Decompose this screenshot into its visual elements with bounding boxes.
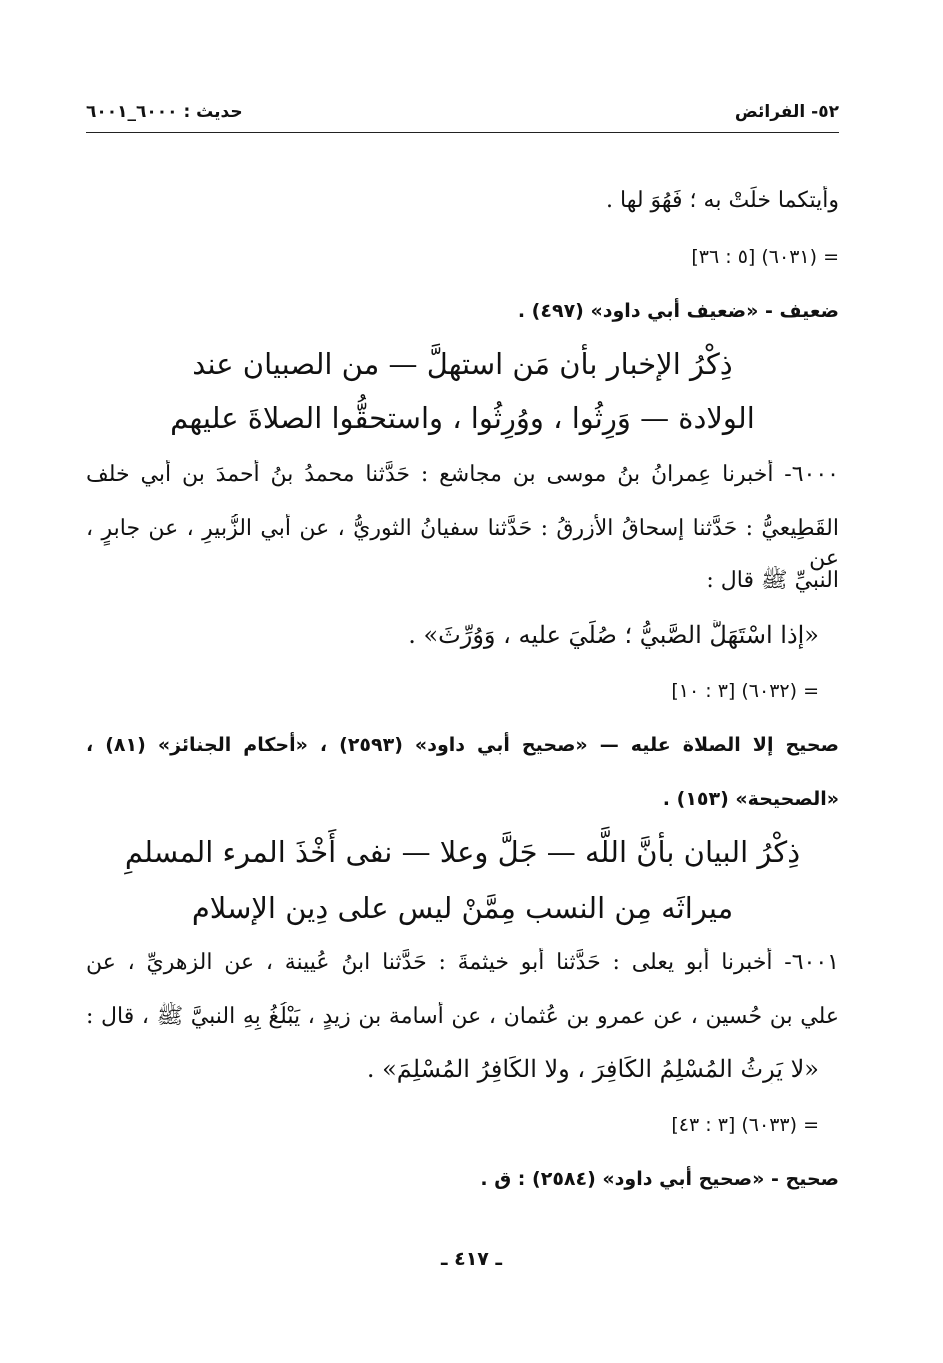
grading-note: ضعيف - «ضعيف أبي داود» (٤٩٧) . bbox=[517, 300, 839, 322]
text-line: وأيتكما خلَتْ به ؛ فَهُوَ لها . bbox=[606, 188, 839, 213]
hadith-isnad-line: ٦٠٠١- أخبرنا أبو يعلى : حَدَّثنا أبو خيثمةَ : حَدَّثنا ابنُ عُيينة ، عن الزهريِّ ، عن bbox=[86, 950, 839, 975]
hadith-isnad-line: علي بن حُسين ، عن عمرو بن عُثمان ، عن أُسامة بن زيدٍ ، يَبْلُغُ بِهِ النبيَّ ﷺ ، قال : bbox=[86, 1004, 839, 1029]
cross-reference: = (٦٠٣٣) [٣ : ٤٣] bbox=[671, 1114, 819, 1136]
grading-note: صحيح - «صحيح أبي داود» (٢٥٨٤) : ق . bbox=[480, 1168, 839, 1190]
chapter-title: ٥٢- الفرائض bbox=[734, 102, 839, 122]
hadith-isnad-line: القَطِيعيُّ : حَدَّثنا إسحاقُ الأزرقُ : حَدَّثنا سفيانُ الثوريُّ ، عن أبي الزُّبيرِ ، عن جابرٍ ، عن bbox=[86, 516, 839, 571]
grading-note: صحيح إلا الصلاة عليه — «صحيح أبي داود» (٢٥٩٣) ، «أحكام الجنائز» (٨١) ، bbox=[86, 734, 839, 756]
grading-note: «الصحيحة» (١٥٣) . bbox=[662, 788, 839, 810]
section-heading: الولادة — وَرِثُوا ، ووُرِثُوا ، واستحقُّوا الصلاةَ عليهم bbox=[170, 401, 755, 435]
cross-reference: = (٦٠٣٢) [٣ : ١٠] bbox=[671, 680, 819, 702]
hadith-matn: «لا يَرِثُ المُسْلِمُ الكَافِرَ ، ولا الكَافِرُ المُسْلِمَ» . bbox=[366, 1055, 819, 1083]
hadith-range: حديث : ٦٠٠٠_٦٠٠١ bbox=[86, 102, 243, 122]
hadith-isnad-line: ٦٠٠٠- أخبرنا عِمرانُ بنُ موسى بن مجاشع : حَدَّثنا محمدُ بنُ أحمدَ بن أبي خلف bbox=[86, 462, 839, 487]
section-heading: ذِكْرُ الإخبار بأن مَن استهلَّ — من الصبيان عند bbox=[192, 347, 733, 381]
cross-reference: = (٦٠٣١) [٥ : ٣٦] bbox=[691, 246, 839, 268]
hadith-matn: «إذا اسْتَهَلَّ الصَّبيُّ ؛ صُلِّيَ عليه ، وَوُرِّثَ» . bbox=[408, 621, 819, 649]
page-number: ـ ٤١٧ ـ bbox=[440, 1248, 502, 1270]
section-heading: ميراثَه مِن النسب مِمَّنْ ليس على دِين الإسلام bbox=[191, 891, 734, 925]
running-header bbox=[86, 96, 839, 133]
hadith-isnad-line: النبيِّ ﷺ قال : bbox=[706, 568, 839, 593]
section-heading: ذِكْرُ البيان بأنَّ اللَّه — جَلَّ وعلا — نفى أَخْذَ المرء المسلمِ bbox=[124, 835, 801, 869]
